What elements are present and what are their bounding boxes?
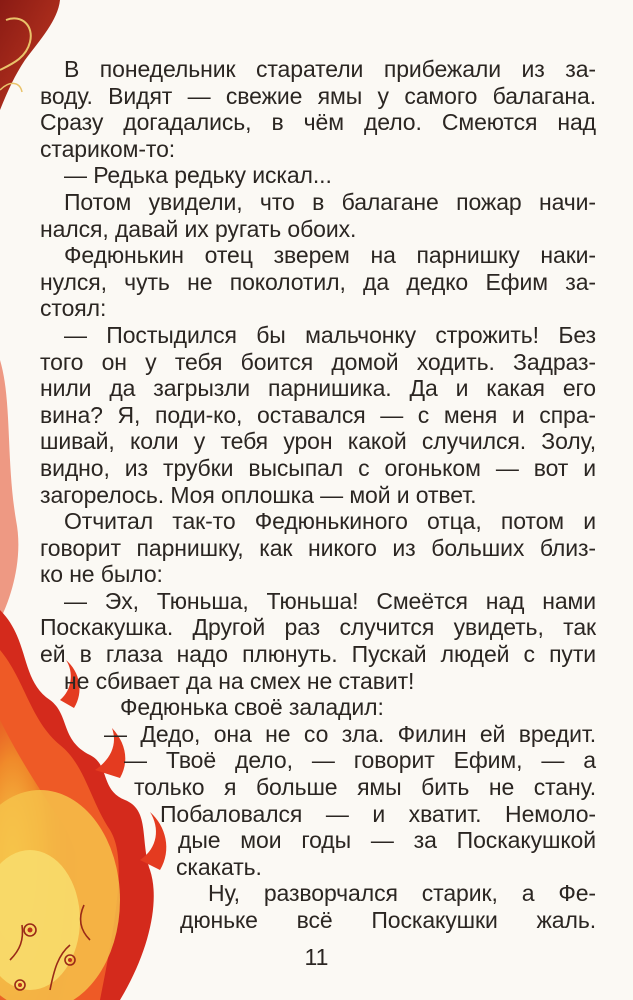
text-line: видно, из трубки высыпал с огоньком — вот и	[40, 455, 596, 481]
text-line: Поскакушка. Другой раз случится увидеть, так	[40, 614, 596, 640]
text-line: — Дедо, она не со зла. Филин ей вредит.	[104, 721, 596, 747]
text-line: ей в глаза надо плюнуть. Пускай людей с пути	[40, 641, 596, 667]
text-line: нили да загрызли парнишика. Да и какая его	[40, 375, 596, 401]
text-line: Федюнькин отец зверем на парнишку наки-	[64, 242, 596, 268]
text-line: Ну, разворчался старик, а Фе-	[208, 880, 596, 906]
text-line: не сбивает да на смех не ставит!	[64, 668, 415, 694]
text-line: говорит парнишку, как никого из больших близ-	[40, 535, 596, 561]
text-line: Побаловался — и хватит. Немоло-	[160, 801, 596, 827]
text-line: стоял:	[40, 295, 107, 321]
text-line: воду. Видят — свежие ямы у самого балагана.	[40, 83, 596, 109]
text-line: — Твоё дело, — говорит Ефим, — а	[124, 747, 596, 773]
text-line: только я больше ямы бить не стану.	[134, 774, 596, 800]
text-line: ко не было:	[40, 561, 163, 587]
text-line: — Постыдился бы мальчонку строжить! Без	[64, 322, 596, 348]
text-line: вина? Я, поди-ко, оставался — с меня и спра-	[40, 402, 596, 428]
text-line: — Эх, Тюньша, Тюньша! Смеётся над нами	[64, 588, 596, 614]
text-line: шивай, коли у тебя урон какой случился. Золу,	[40, 428, 596, 454]
text-line: Отчитал так-то Федюнькиного отца, потом и	[64, 508, 596, 534]
text-line: дюньке всё Поскакушки жаль.	[180, 907, 596, 933]
text-line: стариком-то:	[40, 136, 176, 162]
text-line: скакать.	[176, 854, 262, 880]
text-line: Федюнька своё заладил:	[120, 694, 384, 720]
text-line: загорелось. Моя оплошка — мой и ответ.	[40, 482, 477, 508]
text-line: дые мои годы — за Поскакушкой	[178, 827, 596, 853]
text-line: Сразу догадались, в чём дело. Смеются над	[40, 109, 596, 135]
text-line: В понедельник старатели прибежали из за-	[64, 56, 596, 82]
text-line: Потом увидели, что в балагане пожар начи-	[64, 189, 596, 215]
page-number: 11	[304, 944, 329, 970]
text-line: того он у тебя боится домой ходить. Задраз-	[40, 349, 596, 375]
text-line: нулся, чуть не поколотил, да дедко Ефим за-	[40, 269, 596, 295]
text-line: нался, давай их ругать обоих.	[40, 216, 357, 242]
text-line: — Редька редьку искал...	[64, 162, 332, 188]
